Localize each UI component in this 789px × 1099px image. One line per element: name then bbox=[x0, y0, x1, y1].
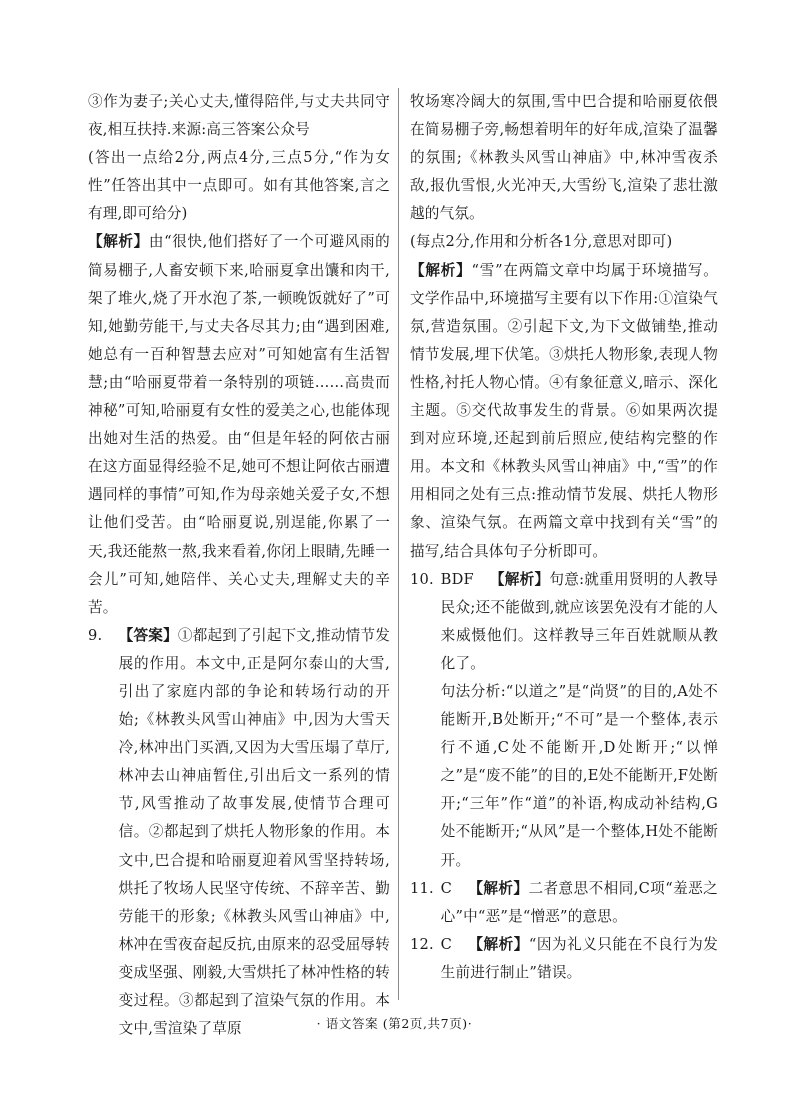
right-column bbox=[410, 88, 718, 987]
analysis-text: “雪”在两篇文章中均属于环境描写。文学作品中,环境描写主要有以下作用:①渲染气氛,营造氛围。②引起下文,为下文做铺垫,推动情节发展,埋下伏笔。③烘托人物形象,表现人物性格,衬托人物心情。④有象征意义,暗示、深化主题。⑤交代故事发生的背景。⑥如果两次提到对应环境,还起到前后照应,使结构完整的作用。本文和《林教头风雪山神庙》中,“雪”的作用相同之处有三点:推动情节发展、烘托人物形象、渲染气氛。在两篇文章中找到有关“雪”的描写,结合具体句子分析即可。 bbox=[410, 261, 718, 560]
question-11 bbox=[410, 875, 718, 931]
left-column bbox=[88, 88, 390, 1043]
answer-point-3: ③作为妻子;关心丈夫,懂得陪伴,与丈夫共同守夜,相互扶持.来源:高三答案公众号 bbox=[88, 93, 390, 139]
answer-choice: C bbox=[440, 935, 453, 953]
question-number: 11. bbox=[410, 879, 434, 897]
analysis-text: 二者意思不相同,C项“羞恶之心”中“恶”是“憎恶”的意思。 bbox=[440, 879, 718, 925]
answer-choice: C bbox=[440, 879, 453, 897]
question-12 bbox=[410, 931, 718, 987]
analysis-text: 句意:就重用贤明的人教导民众;还不能做到,就应该罢免没有才能的人来威慑他们。这样教导三年百姓就顺从教化了。 bbox=[440, 570, 718, 672]
answer-continuation: 牧场寒冷阔大的氛围,雪中巴合提和哈丽夏依偎在简易棚子旁,畅想着明年的好年成,渲染了温馨的氛围;《林教头风雪山神庙》中,林冲雪夜杀敌,报仇雪恨,火光冲天,大雪纷飞,渲染了悲壮激越的气氛。 bbox=[410, 93, 718, 223]
syntax-analysis: 句法分析:“以道之”是“尚贤”的目的,A处不能断开,B处断开;“不可”是一个整体,表示行不通,C处不能断开,D处断开;“以惮之”是“废不能”的目的,E处不能断开,F处断开;“三年”作“道”的补语,构成动补结构,G处不能断开;“从风”是一个整体,H处不能断开。 bbox=[440, 682, 718, 869]
analysis-tag: 【解析】 bbox=[468, 935, 529, 953]
question-number: 9. bbox=[88, 626, 103, 644]
column-divider bbox=[398, 88, 399, 1000]
scoring-note: (答出一点给2分,两点4分,三点5分,“作为女性”任答出其中一点即可。如有其他答案,言之有理,即可给分) bbox=[88, 149, 390, 223]
analysis-text: 由“很快,他们搭好了一个可避风雨的简易棚子,人畜安顿下来,哈丽夏拿出馕和肉干,架了堆火,烧了开水泡了茶,一顿晚饭就好了”可知,她勤劳能干,与丈夫各尽其力;由“遇到困难,她总有一百种智慧去应对”可知她富有生活智慧;由“哈丽夏带着一条特别的项链……高贵而神秘”可知,哈丽夏有女性的爱美之心,也能体现出她对生活的热爱。由“但是年轻的阿依古丽在这方面显得经验不足,她可不想让阿依古丽遭遇同样的事情”可知,作为母亲她关爱子女,不想让他们受苦。由“哈丽夏说,别逞能,你累了一天,我还能熬一熬,我来看着,你闭上眼睛,先睡一会儿”可知,她陪伴、关心丈夫,理解丈夫的辛苦。 bbox=[88, 233, 390, 616]
answer-text: ①都起到了引起下文,推动情节发展的作用。本文中,正是阿尔泰山的大雪,引出了家庭内部的争论和转场行动的开始;《林教头风雪山神庙》中,因为大雪天冷,林冲出门买酒,又因为大雪压塌了草厅,林冲去山神庙暂住,引出后文一系列的情节,风雪推动了故事发展,使情节合理可信。②都起到了烘托人物形象的作用。本文中,巴合提和哈丽夏迎着风雪坚持转场,烘托了牧场人民坚守传统、不辞辛苦、勤劳能干的形象;《林教头风雪山神庙》中,林冲在雪夜奋起反抗,由原来的忍受屈辱转变成坚强、刚毅,大雪烘托了林冲性格的转变过程。③都起到了渲染气氛的作用。本文中,雪渲染了草原 bbox=[118, 626, 390, 1038]
question-number: 10. bbox=[410, 570, 434, 588]
question-number: 12. bbox=[410, 935, 434, 953]
page-footer: · 语文答案 (第2页,共7页)· bbox=[316, 1016, 473, 1031]
analysis-tag: 【解析】 bbox=[468, 879, 529, 897]
analysis-paragraph bbox=[88, 228, 390, 621]
scoring-note: (每点2分,作用和分析各1分,意思对即可) bbox=[410, 233, 673, 251]
answer-choice: BDF bbox=[440, 570, 474, 588]
analysis-tag: 【解析】 bbox=[88, 233, 149, 251]
question-9 bbox=[88, 622, 390, 1043]
answer-tag: 【答案】 bbox=[118, 626, 178, 644]
analysis-paragraph bbox=[410, 257, 718, 566]
analysis-text: “因为礼义只能在不良行为发生前进行制止”错误。 bbox=[440, 935, 718, 981]
analysis-tag: 【解析】 bbox=[410, 261, 472, 279]
analysis-tag: 【解析】 bbox=[489, 570, 550, 588]
question-10 bbox=[410, 566, 718, 678]
